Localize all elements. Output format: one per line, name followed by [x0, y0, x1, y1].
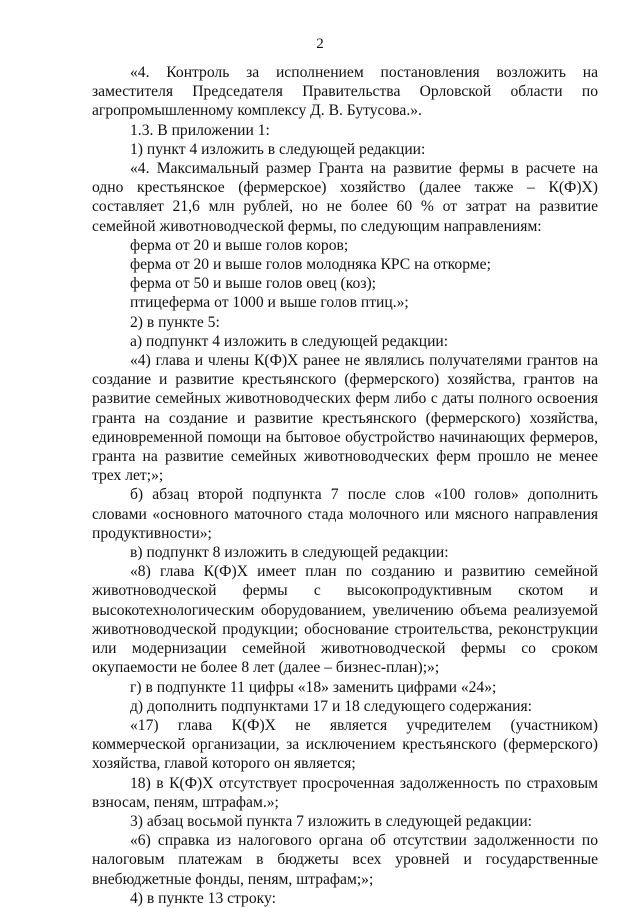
paragraph: 4) в пункте 13 строку:	[130, 889, 276, 907]
paragraph: 2) в пункте 5:	[130, 313, 220, 331]
document-body	[92, 63, 598, 908]
paragraph: птицеферма от 1000 и выше голов птиц.»;	[130, 294, 409, 312]
paragraph: «4) глава и члены К(Ф)Х ранее не являлись получателями грантов на создание и развитие крестьянского (фермерского) хозяйства, грантов на развитие семейных животноводческих ферм либо с даты полного освоения гранта на создание и развитие крестьянского (фермерского) хозяйства, единовременной помощи на бытовое обустройство начинающих фермеров, гранта на развитие семейных животноводческих ферм прошло не менее трех лет;»;	[92, 352, 598, 485]
paragraph: б) абзац второй подпункта 7 после слов «100 голов» дополнить словами «основного маточного стада молочного или мясного направления продуктивности»;	[92, 486, 598, 542]
paragraph: 1.3. В приложении 1:	[130, 121, 270, 139]
paragraph: д) дополнить подпунктами 17 и 18 следующего содержания:	[130, 697, 532, 715]
paragraph: а) подпункт 4 изложить в следующей редакции:	[130, 332, 449, 350]
paragraph: в) подпункт 8 изложить в следующей редакции:	[130, 544, 449, 562]
paragraph: «17) глава К(Ф)Х не является учредителем (участником) коммерческой организации, за исключением крестьянского (фермерского) хозяйства, главой которого он является;	[92, 716, 598, 773]
paragraph: г) в подпункте 11 цифры «18» заменить цифрами «24»;	[130, 678, 497, 696]
paragraph: 18) в К(Ф)Х отсутствует просроченная задолженность по страховым взносам, пеням, штрафам.»;	[92, 774, 598, 811]
paragraph: «4. Контроль за исполнением постановления возложить на заместителя Председателя Правительства Орловской области по агропромышленному комплексу Д. В. Бутусова.».	[92, 64, 598, 120]
paragraph: ферма от 20 и выше голов коров;	[130, 236, 349, 254]
page-number: 2	[316, 36, 324, 52]
paragraph: «6) справка из налогового органа об отсутствии задолженности по налоговым платежам в бюджеты всех уровней и государственные внебюджетные фонды, пеням, штрафам;»;	[92, 832, 598, 888]
paragraph: «4. Максимальный размер Гранта на развитие фермы в расчете на одно крестьянское (фермерское) хозяйство (далее также – К(Ф)Х) составляет 21,6 млн рублей, но не более 60 % от затрат на развитие семейной животноводческой фермы, по следующим направлениям:	[92, 160, 598, 235]
paragraph: ферма от 50 и выше голов овец (коз);	[130, 275, 377, 293]
paragraph: 1) пункт 4 изложить в следующей редакции:	[130, 140, 426, 158]
paragraph: «8) глава К(Ф)Х имеет план по созданию и развитию семейной животноводческой фермы с высокопродуктивным скотом и высокотехнологическим оборудованием, увеличению объема реализуемой животноводческой продукции; обоснование строительства, реконструкции или модернизации семейной животноводческой фермы со сроком окупаемости не более 8 лет (далее – бизнес-план);»;	[92, 563, 598, 677]
paragraph: 3) абзац восьмой пункта 7 изложить в следующей редакции:	[130, 812, 533, 830]
paragraph: ферма от 20 и выше голов молодняка КРС на откорме;	[130, 256, 491, 274]
